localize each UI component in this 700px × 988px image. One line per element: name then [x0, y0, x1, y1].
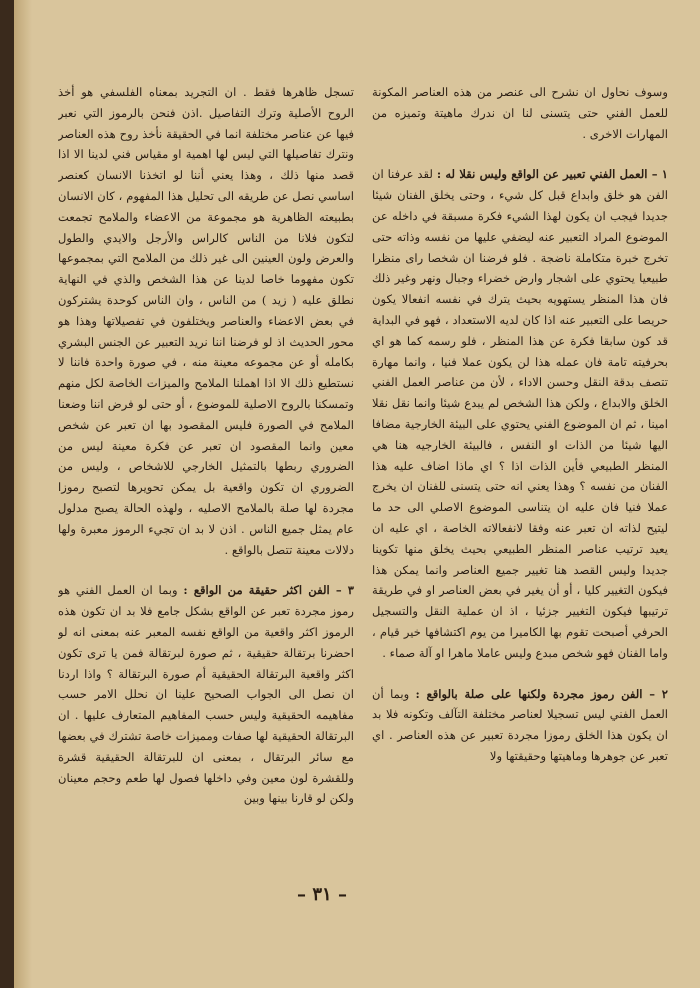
left-column — [58, 82, 354, 908]
section-1-paragraph — [372, 164, 668, 663]
section-2-paragraph — [372, 684, 668, 767]
section-1-body: لقد عرفنا ان الفن هو خلق وابداع قبل كل شيء ، وحتى يخلق الفنان شيئا جديدا فيجب ان يكون لهذا الشيء فكرة مسبقة في داخله عن الموضوع المراد التعبير عنه ليضفي عليها من نفسه وذاته حتى تخرج خبرة متكاملة ناضجة . فلو فرضنا ان شخصا راى منظرا طبيعيا يحتوي على اشجار وارض خضراء وجبال ونهر وغير ذلك فان هذا المنظر يستهويه بحيث يترك في نفسه انفعالا يكون حريصا على التعبير عنه اذا كان لديه الاستعداد ، فهو في البداية قد كون سابقا فكرة عن هذا المنظر ، فلو رسمه كما هو اي بحرفيته تامة فان عمله هذا لن يكون عملا فنيا ، وانما مهارة تتصف بدقة النقل وحسن الاداء ، لأن من عناصر العمل الفني الخلق والابداع ، ولكن هذا الشخص لم يبدع شيئا وانما نقل نقلا امينا ، ثم ان الموضوع الفني يحتوي على البيئة الخارجية مضافا اليها شيئا من الذات او النفس ، فالبيئة الخارجيه هنا هي المنظر الطبيعي فأين الذات اذا ؟ اي ماذا اضاف عليه هذا الفنان من نفسه ؟ وهذا يعني انه حتى يتسنى للفنان ان يخرج عملا فنيا فان عليه ان يتناسى الموضوع الاصلي الى حد ما ليتيح لذاته ان تعبر عنه وفقا لانفعالاته الخاصة ، اي عليه ان يعيد ترتيب عناصر المنظر الطبيعي بحيث يخلق منها تكوينا جديدا وليس القصد هنا تغيير جميع العناصر وانما يمكن هذا فيكون التغيير كليا ، أو أن يغير في بعض العناصر او في طريقة ترتيبها فيكون التغيير جزئيا ، اذ ان عملية النقل والتسجيل الحرفي أصبحت تقوم بها الكاميرا من يوم اكتشافها خير قيام ، واما الفنان فهو شخص مبدع وليس عاملا ماهرا او آلة صماء . — [372, 167, 668, 660]
section-2-heading: ٢ – الفن رموز مجردة ولكنها على صلة بالواقع : — [415, 686, 668, 701]
document-page — [58, 82, 668, 922]
section-2-body: وبما أن العمل الفني ليس تسجيلا لعناصر مختلفة التآلف وتكونه فلا بد ان يكون هذا الخلق رموزا مجردة تعبير عن هذه العناصر . اي تعبر عن جوهرها وماهيتها وحقيقتها ولا — [372, 686, 668, 763]
section-3-heading: ٣ – الفن اكثر حقيقة من الواقع : — [183, 583, 354, 598]
section-3-body: وبما ان العمل الفني هو رموز مجردة تعبر عن الواقع بشكل جامع فلا بد ان تكون هذه الرموز اكثر واقعية من الواقع نفسه المعبر عنه بمعنى انه لو احضرنا برتقالة حقيقية ، ثم صورة لبرتقالة فمن يا ترى تكون اكثر واقعية البرتقالة الحقيقية أم صورة البرتقالة ؟ واذا اردنا ان نصل الى الجواب الصحيح علينا ان نحلل الامر حسب مفاهيمه الحقيقية وليس حسب المفاهيم المتعارف عليها . ان البرتقالة الحقيقية لها صفات ومميزات خاصة تشترك في بعضها مع سائر البرتقال ، بمعنى ان للبرتقالة الحقيقية قشرة وللقشرة لون معين وفي داخلها فصول لها طعم وحجم معينان ولكن لو قارنا بينها وبين — [58, 583, 354, 806]
section-1-heading: ١ – العمل الفني تعبير عن الواقع وليس نقلا له : — [436, 167, 668, 182]
section-3-paragraph — [58, 580, 354, 809]
page-number: – ٣١ – — [297, 884, 347, 905]
continuation-paragraph: تسجل ظاهرها فقط . ان التجريد بمعناه الفلسفي هو أخذ الروح الأصلية وترك التفاصيل .اذن فنحن بالرموز التي نعبر فيها عن عناصر مختلفة انما في الحقيقة نأخذ روح هذه العناصر ونترك تفاصيلها التي ليس لها اهمية او مقياس فني لدينا الا اذا قصد منها ذلك ، وهذا يعني أننا لو اتخذنا الانسان كعنصر اساسي نصل عن طريقه الى تحليل هذا المفهوم ، كان الانسان بطبيعته الظاهرية هو مجموعة من الاعضاء والملامح تجمعت لتكون فلانا من الناس كالراس والأرجل والايدي والطول والعرض ولون العينين الى غير ذلك من الملامح التي بمجموعها تكون مفهوما خاصا لدينا عن هذا الشخص والذي في النهاية نطلق عليه ( زيد ) من الناس ، وان الناس كوحدة يشتركون في بعض الاعضاء والعناصر ويختلفون في تفصيلاتها وهذا هو محور الحديث اذ لو فرضنا اننا نريد التعبير عن الجنس البشري بكامله أو عن مجموعه معينة منه ، في صورة واحدة فاننا لا نستطيع ذلك الا اذا اهملنا الملامح والميزات الخاصة لكل منهم وتمسكنا بالروح الاصلية للموضوع ، أو حتى لو فرض اننا وضعنا الملامح في الصورة فليس المقصود بها ان تعبر عن شخص معين وانما المقصود ان تعبر عن فكرة معينة ليس من الضروري ربطها بالتمثيل الخارجي للاشخاص ، وليس من الضروري ان تكون واقعية بل يمكن تحويرها لتصبح رموزا مجردة لها صلة بالملامح الاصليه ، ولهذه الحالة يصبح مدلول عام يمثل جميع الناس . اذن لا بد ان تجيء الرموز معبرة ولها دلالات معينة تتصل بالواقع . — [58, 85, 354, 557]
intro-paragraph: وسوف نحاول ان نشرح الى عنصر من هذه العناصر المكونة للعمل الفني حتى يتسنى لنا ان ندرك ماهيتة وتميزه من المهارات الاخرى . — [372, 85, 668, 141]
right-column — [372, 82, 668, 908]
